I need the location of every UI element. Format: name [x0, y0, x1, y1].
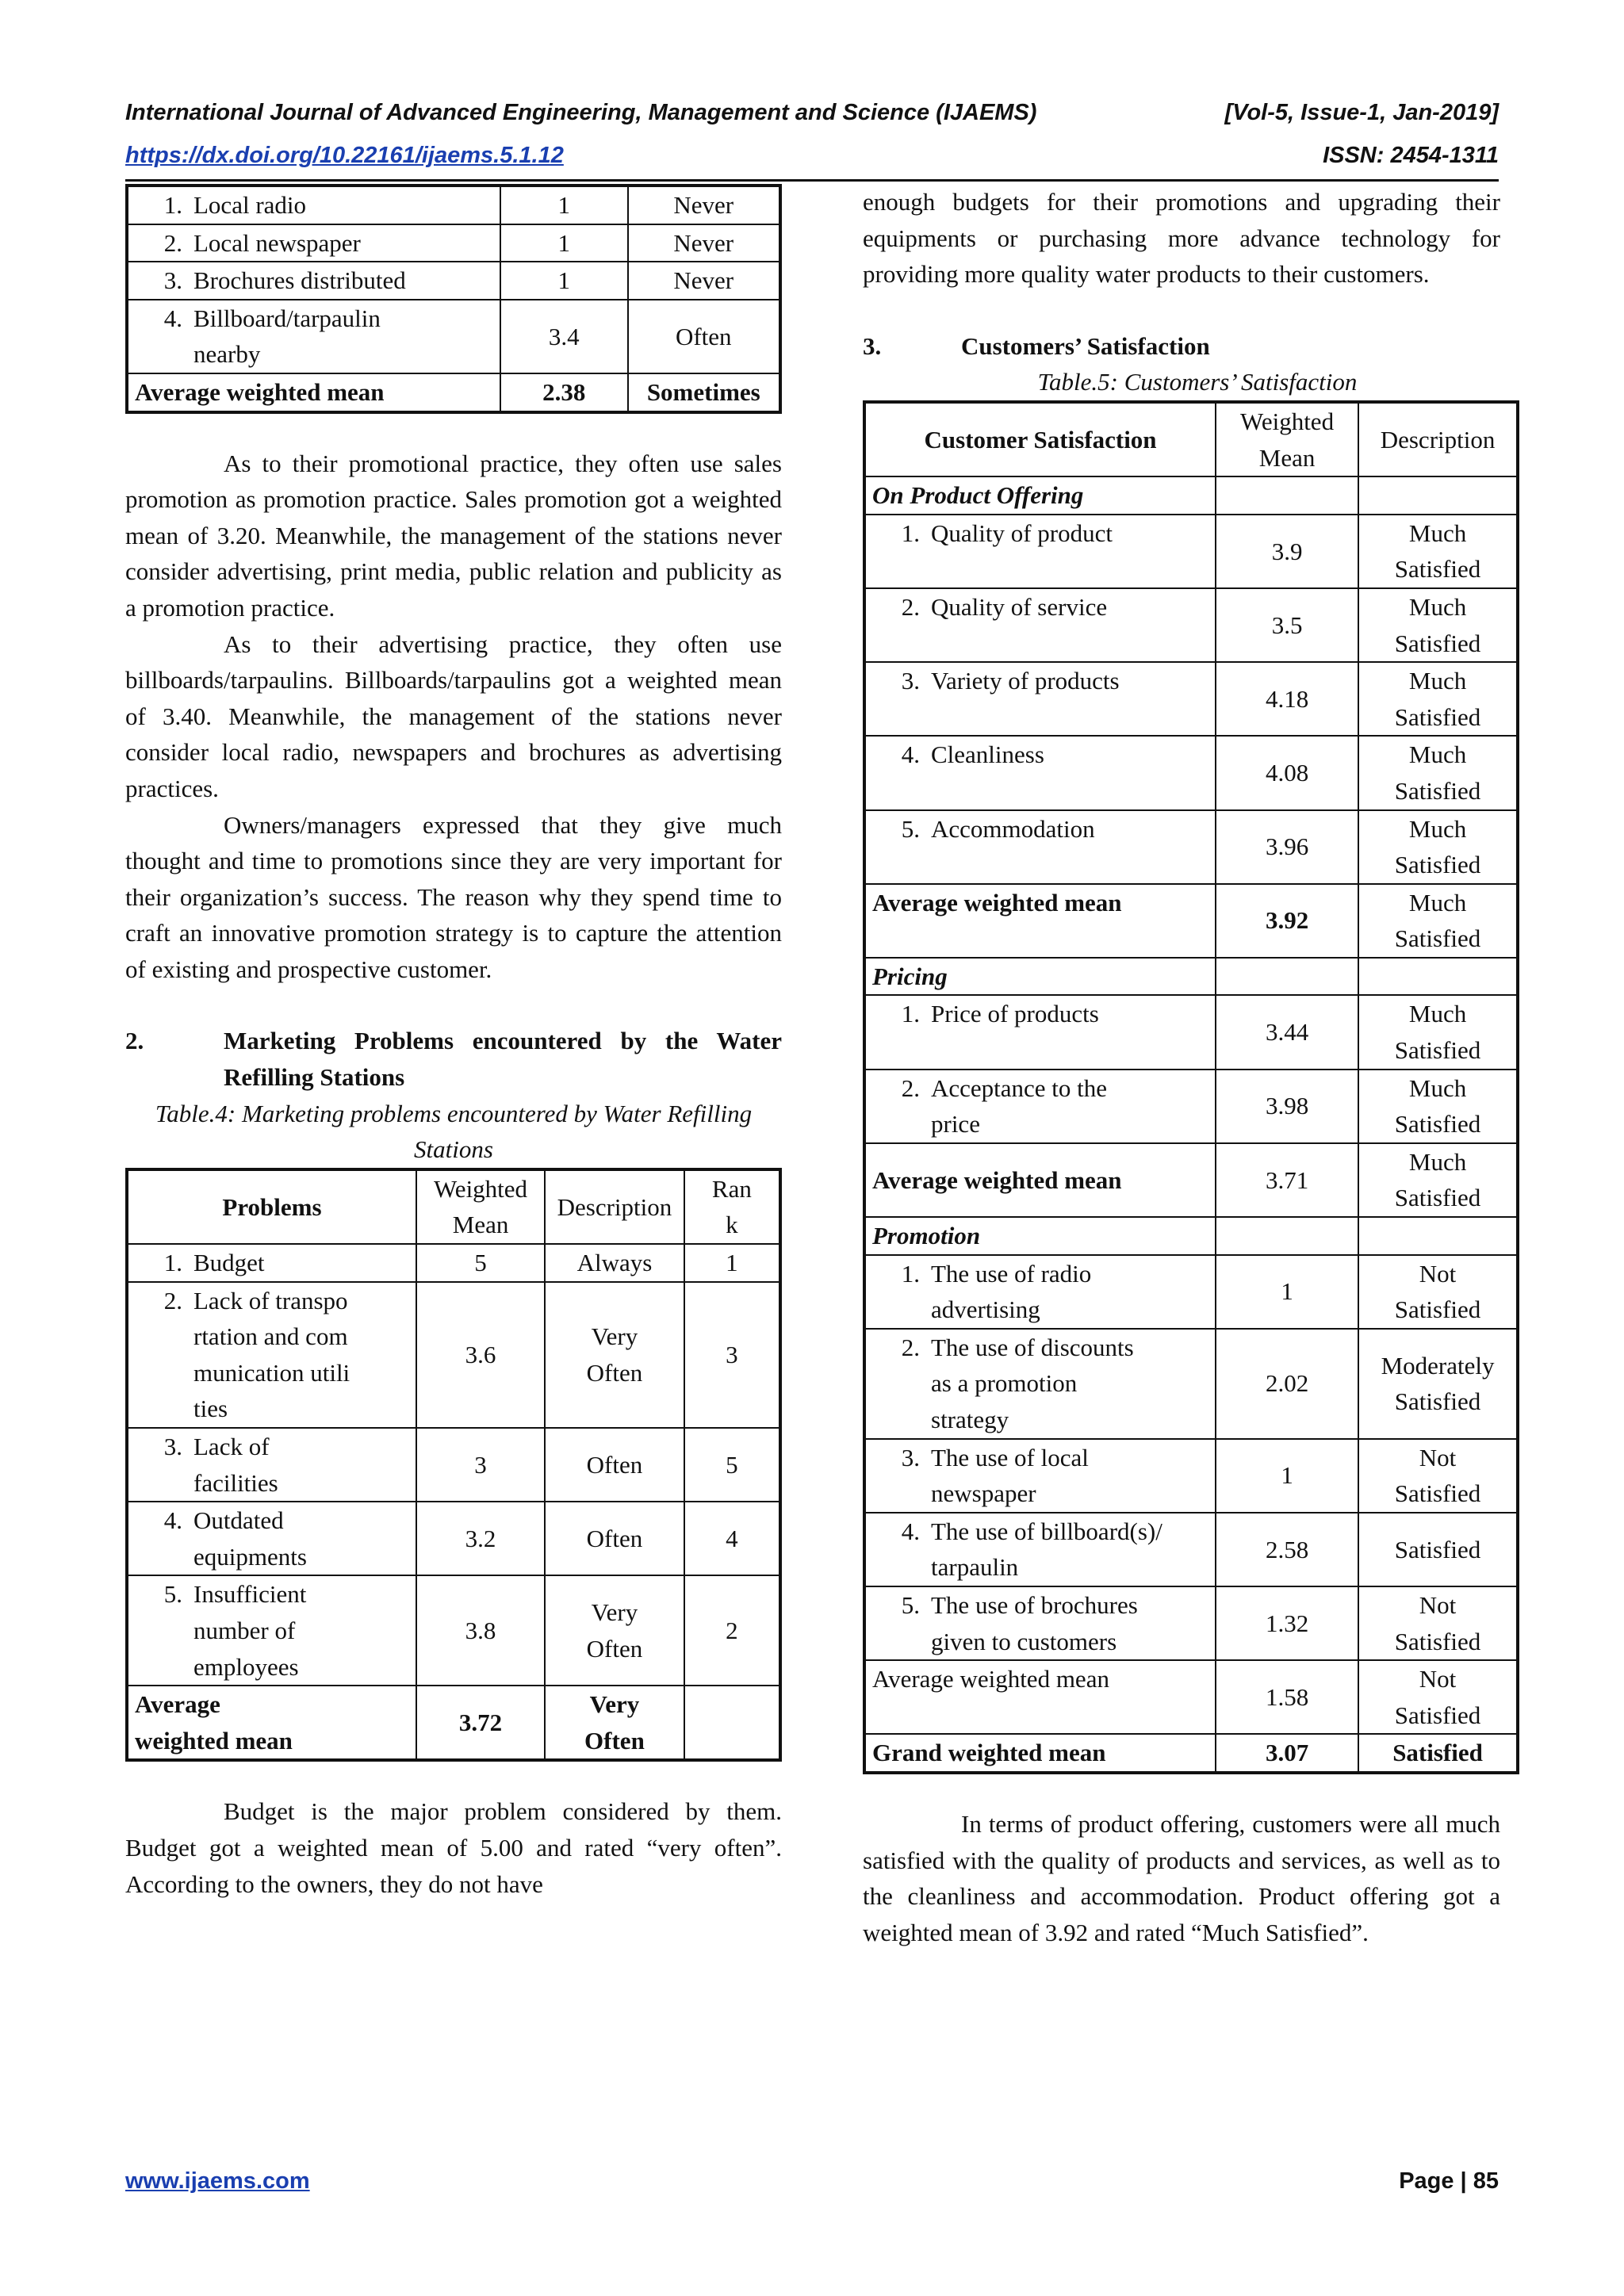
row-item: The use of local newspaper	[931, 1443, 1089, 1508]
row-num: 4.	[901, 1517, 920, 1545]
avg-mean: 3.92	[1216, 884, 1358, 958]
row-item: Lack of facilities	[193, 1433, 278, 1497]
row-item: The use of brochures given to customers	[931, 1590, 1138, 1655]
table-row	[864, 995, 1518, 1069]
row-num: 1.	[901, 519, 920, 547]
grand-mean: 3.07	[1216, 1734, 1358, 1773]
row-mean: 2.58	[1216, 1513, 1358, 1586]
avg-label: Average weighted mean	[864, 884, 1216, 958]
row-num: 2.	[901, 592, 920, 621]
row-rank: 5	[684, 1428, 780, 1502]
row-num: 4.	[901, 740, 920, 769]
section-row	[864, 1217, 1518, 1255]
avg-label: Average weighted mean	[127, 1686, 416, 1760]
row-num: 1.	[901, 1259, 920, 1288]
row-item: Local radio	[193, 191, 307, 219]
grand-label: Grand weighted mean	[864, 1734, 1216, 1773]
row-mean: 3.2	[416, 1502, 545, 1575]
row-item: Brochures distributed	[193, 266, 406, 295]
header-problems: Problems	[127, 1169, 416, 1244]
page-footer	[125, 2168, 1499, 2195]
row-item: Local newspaper	[193, 228, 361, 257]
row-mean: 3.98	[1216, 1070, 1358, 1143]
row-mean: 2.02	[1216, 1329, 1358, 1439]
row-item: The use of billboard(s)/tarpaulin	[931, 1517, 1162, 1582]
table-row	[127, 1244, 780, 1282]
row-desc: Often	[545, 1502, 684, 1575]
section-row	[864, 476, 1518, 515]
row-desc: Never	[628, 262, 780, 300]
running-header-2	[125, 143, 1499, 169]
header-rule	[125, 179, 1499, 182]
avg-mean: 2.38	[500, 373, 628, 412]
section-title: Customers’ Satisfaction	[961, 331, 1210, 360]
row-num: 5.	[901, 1590, 920, 1619]
table-row	[864, 1070, 1518, 1143]
header-mean: Weighted Mean	[416, 1169, 545, 1244]
table3-continued	[125, 184, 782, 414]
row-num: 3.	[163, 1433, 182, 1460]
row-mean: 1	[500, 224, 628, 262]
row-mean: 3.8	[416, 1575, 545, 1686]
table4	[125, 1168, 782, 1762]
table-row	[864, 1586, 1518, 1660]
table-row-grand	[864, 1734, 1518, 1773]
avg-label: Average weighted mean	[864, 1143, 1216, 1217]
row-desc: Much Satisfied	[1358, 810, 1518, 884]
row-num: 5.	[163, 1580, 182, 1609]
row-desc: Much Satisfied	[1358, 662, 1518, 736]
section-label: Promotion	[864, 1217, 1216, 1255]
row-desc: Much Satisfied	[1358, 588, 1518, 662]
doi-link[interactable]: https://dx.doi.org/10.22161/ijaems.5.1.12	[125, 143, 564, 168]
table-row	[864, 810, 1518, 884]
table-row	[864, 1329, 1518, 1439]
section-title: Marketing Problems encountered by the Water Refilling Stations	[224, 1027, 782, 1092]
row-num: 3.	[163, 266, 182, 295]
row-desc: Often	[545, 1428, 684, 1502]
row-item: Acceptance to the price	[931, 1073, 1108, 1138]
row-num: 2.	[901, 1073, 920, 1102]
row-mean: 3.4	[500, 300, 628, 373]
row-desc: Much Satisfied	[1358, 1070, 1518, 1143]
section-row	[864, 958, 1518, 996]
row-item: Budget	[193, 1249, 265, 1277]
row-desc: Moderately Satisfied	[1358, 1329, 1518, 1439]
row-mean: 3.6	[416, 1282, 545, 1428]
paragraph: In terms of product offering, customers were all much satisfied with the quality of products and services, as well as to the cleanliness and accommodation. Product offering got a weighted mean of 3.92 and rated “Much Satisfied”.	[863, 1809, 1500, 1946]
row-mean: 3	[416, 1428, 545, 1502]
avg-mean: 3.71	[1216, 1143, 1358, 1217]
row-num: 5.	[901, 814, 920, 843]
row-item: Insufficient number of employees	[193, 1580, 307, 1681]
table-row	[864, 1255, 1518, 1329]
row-item: The use of radio advertising	[931, 1259, 1092, 1324]
table-row	[127, 1502, 780, 1575]
table-row	[864, 662, 1518, 736]
table-row	[127, 1282, 780, 1428]
row-mean: 4.18	[1216, 662, 1358, 736]
row-mean: 1	[500, 262, 628, 300]
row-desc: Never	[628, 186, 780, 224]
avg-desc: Very Often	[545, 1686, 684, 1760]
row-item: Outdated equipments	[193, 1506, 307, 1571]
row-rank: 3	[684, 1282, 780, 1428]
row-mean: 1.32	[1216, 1586, 1358, 1660]
header-cs: Customer Satisfaction	[864, 402, 1216, 476]
row-num: 3.	[901, 667, 920, 695]
row-num: 4.	[163, 304, 182, 332]
left-column	[125, 184, 782, 1902]
table-row	[864, 588, 1518, 662]
header-desc: Description	[1358, 402, 1518, 476]
row-item: Lack of transportation and communication utilities	[193, 1286, 350, 1423]
row-desc: Satisfied	[1358, 1513, 1518, 1586]
section-label: On Product Offering	[864, 476, 1216, 515]
row-desc: Much Satisfied	[1358, 736, 1518, 809]
avg-desc: Much Satisfied	[1358, 1143, 1518, 1217]
paragraph: Owners/managers expressed that they give much thought and time to promotions since they are very important for their organization’s success. The reason why they spend time to craft an innovative promotion strategy is to capture the attention of existing and prospective customer.	[125, 810, 782, 983]
table-row-average	[127, 373, 780, 412]
row-desc: Much Satisfied	[1358, 995, 1518, 1069]
paragraph: As to their advertising practice, they often use billboards/tarpaulins. Billboards/tarpaulins got a weighted mean of 3.40. Meanwhile, the management of the stations never consider local radio, newspapers and brochures as advertising practices.	[125, 629, 782, 802]
table-row	[864, 1513, 1518, 1586]
table-row	[127, 262, 780, 300]
row-desc: Very Often	[545, 1282, 684, 1428]
row-item: Quality of product	[931, 519, 1113, 547]
section-label: Pricing	[864, 958, 1216, 996]
journal-title: International Journal of Advanced Engineering, Management and Science (IJAEMS)	[125, 100, 1037, 125]
row-item: Cleanliness	[931, 740, 1044, 769]
row-num: 1.	[901, 1000, 920, 1028]
row-item: Billboard/tarpaulin nearby	[193, 304, 381, 369]
table-row	[864, 515, 1518, 588]
table-row	[127, 186, 780, 224]
row-mean: 3.5	[1216, 588, 1358, 662]
table-row	[127, 1428, 780, 1502]
row-desc: Not Satisfied	[1358, 1255, 1518, 1329]
row-mean: 1	[1216, 1439, 1358, 1513]
row-item: Accommodation	[931, 814, 1095, 843]
paragraph: Budget is the major problem considered by them. Budget got a weighted mean of 5.00 and rated “very often”. According to the owners, they do not have	[125, 1797, 782, 1898]
section-heading	[125, 1023, 782, 1095]
running-header	[125, 100, 1499, 126]
section-number: 3.	[863, 331, 882, 360]
avg-desc: Much Satisfied	[1358, 884, 1518, 958]
row-item: Price of products	[931, 1000, 1099, 1028]
table-row-average	[864, 884, 1518, 958]
row-mean: 3.44	[1216, 995, 1358, 1069]
table-row	[127, 1575, 780, 1686]
row-rank: 2	[684, 1575, 780, 1686]
row-desc: Much Satisfied	[1358, 515, 1518, 588]
volume-info: [Vol-5, Issue-1, Jan-2019]	[1224, 100, 1499, 125]
section-number: 2.	[125, 1027, 144, 1055]
row-desc: Very Often	[545, 1575, 684, 1686]
table-row	[127, 224, 780, 262]
section-heading	[863, 328, 1500, 365]
row-desc: Never	[628, 224, 780, 262]
page-number: Page | 85	[1399, 2168, 1499, 2194]
grand-desc: Satisfied	[1358, 1734, 1518, 1773]
site-link[interactable]: www.ijaems.com	[125, 2168, 310, 2194]
row-num: 1.	[163, 191, 182, 219]
row-num: 3.	[901, 1443, 920, 1471]
row-num: 2.	[901, 1333, 920, 1361]
row-item: Quality of service	[931, 592, 1108, 621]
right-column	[863, 184, 1500, 1950]
avg-desc: Sometimes	[628, 373, 780, 412]
row-mean: 3.9	[1216, 515, 1358, 588]
row-rank: 4	[684, 1502, 780, 1575]
row-mean: 1	[500, 186, 628, 224]
row-desc: Often	[628, 300, 780, 373]
row-mean: 5	[416, 1244, 545, 1282]
row-desc: Not Satisfied	[1358, 1586, 1518, 1660]
table-row	[127, 300, 780, 373]
row-num: 2.	[163, 1286, 182, 1314]
row-desc: Always	[545, 1244, 684, 1282]
header-rank: Rank	[684, 1169, 780, 1244]
row-num: 4.	[163, 1506, 182, 1535]
avg-mean: 3.72	[416, 1686, 545, 1760]
row-mean: 1	[1216, 1255, 1358, 1329]
row-item: The use of discounts as a promotion strategy	[931, 1333, 1134, 1433]
row-mean: 3.96	[1216, 810, 1358, 884]
row-item: Variety of products	[931, 667, 1120, 695]
table-header-row	[864, 402, 1518, 476]
table5	[863, 400, 1519, 1774]
row-desc: Not Satisfied	[1358, 1439, 1518, 1513]
table-caption: Table.5: Customers’ Satisfaction	[1037, 368, 1358, 396]
table-row	[864, 1439, 1518, 1513]
table-row-average	[864, 1143, 1518, 1217]
row-rank: 1	[684, 1244, 780, 1282]
row-num: 1.	[163, 1249, 182, 1277]
avg-label: Average weighted mean	[864, 1660, 1216, 1734]
row-num: 2.	[163, 228, 182, 257]
table-row	[864, 736, 1518, 809]
avg-desc: Not Satisfied	[1358, 1660, 1518, 1734]
avg-label: Average weighted mean	[127, 373, 500, 412]
table-caption: Table.4: Marketing problems encountered by Water Refilling Stations	[155, 1099, 753, 1164]
issn: ISSN: 2454-1311	[1323, 143, 1499, 168]
table-row-average	[864, 1660, 1518, 1734]
header-mean: Weighted Mean	[1216, 402, 1358, 476]
avg-mean: 1.58	[1216, 1660, 1358, 1734]
header-desc: Description	[545, 1169, 684, 1244]
paragraph: As to their promotional practice, they often use sales promotion as promotion practice. Sales promotion got a weighted mean of 3.20. Meanwhile, the management of the stations never consider advertising, print media, public relation and publicity as a promotion practice.	[125, 449, 782, 622]
table-header-row	[127, 1169, 780, 1244]
paragraph: enough budgets for their promotions and upgrading their equipments or purchasing more advance technology for providing more quality water products to their customers.	[863, 188, 1500, 289]
row-mean: 4.08	[1216, 736, 1358, 809]
table-row-average	[127, 1686, 780, 1760]
